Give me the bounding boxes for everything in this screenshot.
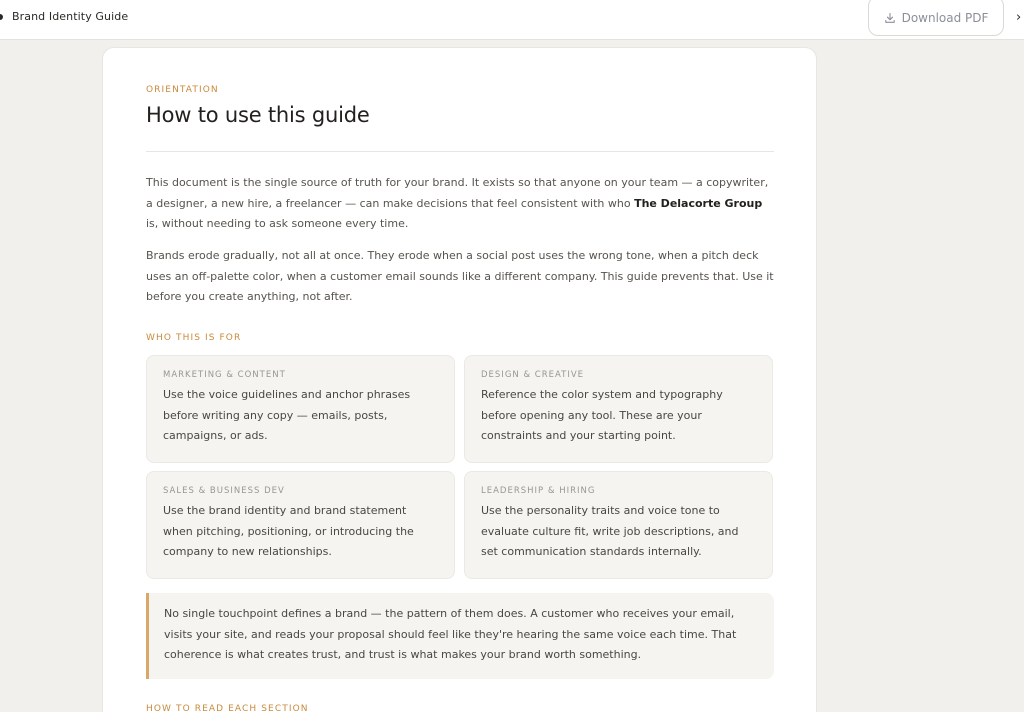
audience-card-text: Reference the color system and typography before opening any tool. These are your constraints and your starting point. (481, 388, 723, 442)
app-dot-icon (0, 14, 3, 20)
document-title: Brand Identity Guide (12, 10, 129, 23)
download-pdf-label: Download PDF (901, 11, 989, 25)
audience-card-leadership (464, 471, 773, 579)
intro-text-end: is, without needing to ask someone every time. (146, 217, 409, 230)
audience-card-label: LEADERSHIP & HIRING (481, 486, 596, 496)
top-bar (0, 0, 1024, 40)
erosion-paragraph: Brands erode gradually, not all at once. They erode when a social post uses the wrong tone, when a pitch deck uses an off-palette color, when a customer email sounds like a different company. This guide prevents that. Use it before you create anything, not after. (146, 249, 774, 303)
title-divider (146, 151, 774, 152)
audience-card-text: Use the personality traits and voice tone to evaluate culture fit, write job descriptions, and set communication standards internally. (481, 504, 739, 558)
page-title: How to use this guide (146, 103, 370, 127)
audience-card-text: Use the voice guidelines and anchor phrases before writing any copy — emails, posts, campaigns, or ads. (163, 388, 411, 442)
audience-card-label: MARKETING & CONTENT (163, 370, 286, 380)
audience-card-sales (146, 471, 455, 579)
audience-card-marketing (146, 355, 455, 463)
section-eyebrow: ORIENTATION (146, 85, 219, 95)
audience-heading: WHO THIS IS FOR (146, 333, 242, 343)
download-pdf-button[interactable] (868, 0, 1004, 36)
content-card (102, 47, 817, 712)
audience-card-label: DESIGN & CREATIVE (481, 370, 585, 380)
next-section-heading: HOW TO READ EACH SECTION (146, 704, 309, 712)
chevron-right-icon[interactable]: › (1016, 10, 1022, 25)
audience-card-design (464, 355, 773, 463)
company-name: The Delacorte Group (634, 196, 763, 210)
intro-text-start: This document is the single source of truth for your brand. It exists so that anyone on your team — a copywriter, a designer, a new hire, a freelancer — can make decisions that feel consistent with who (146, 176, 769, 210)
intro-paragraph (146, 173, 776, 235)
audience-card-text: Use the brand identity and brand statement when pitching, positioning, or introducing the company to new relationships. (163, 504, 414, 558)
audience-card-label: SALES & BUSINESS DEV (163, 486, 285, 496)
callout-quote: No single touchpoint defines a brand — the pattern of them does. A customer who receives your email, visits your site, and reads your proposal should feel like they're hearing the same voice each time. That coherence is what creates trust, and trust is what makes your brand worth something. (146, 593, 774, 679)
download-icon (884, 12, 896, 24)
